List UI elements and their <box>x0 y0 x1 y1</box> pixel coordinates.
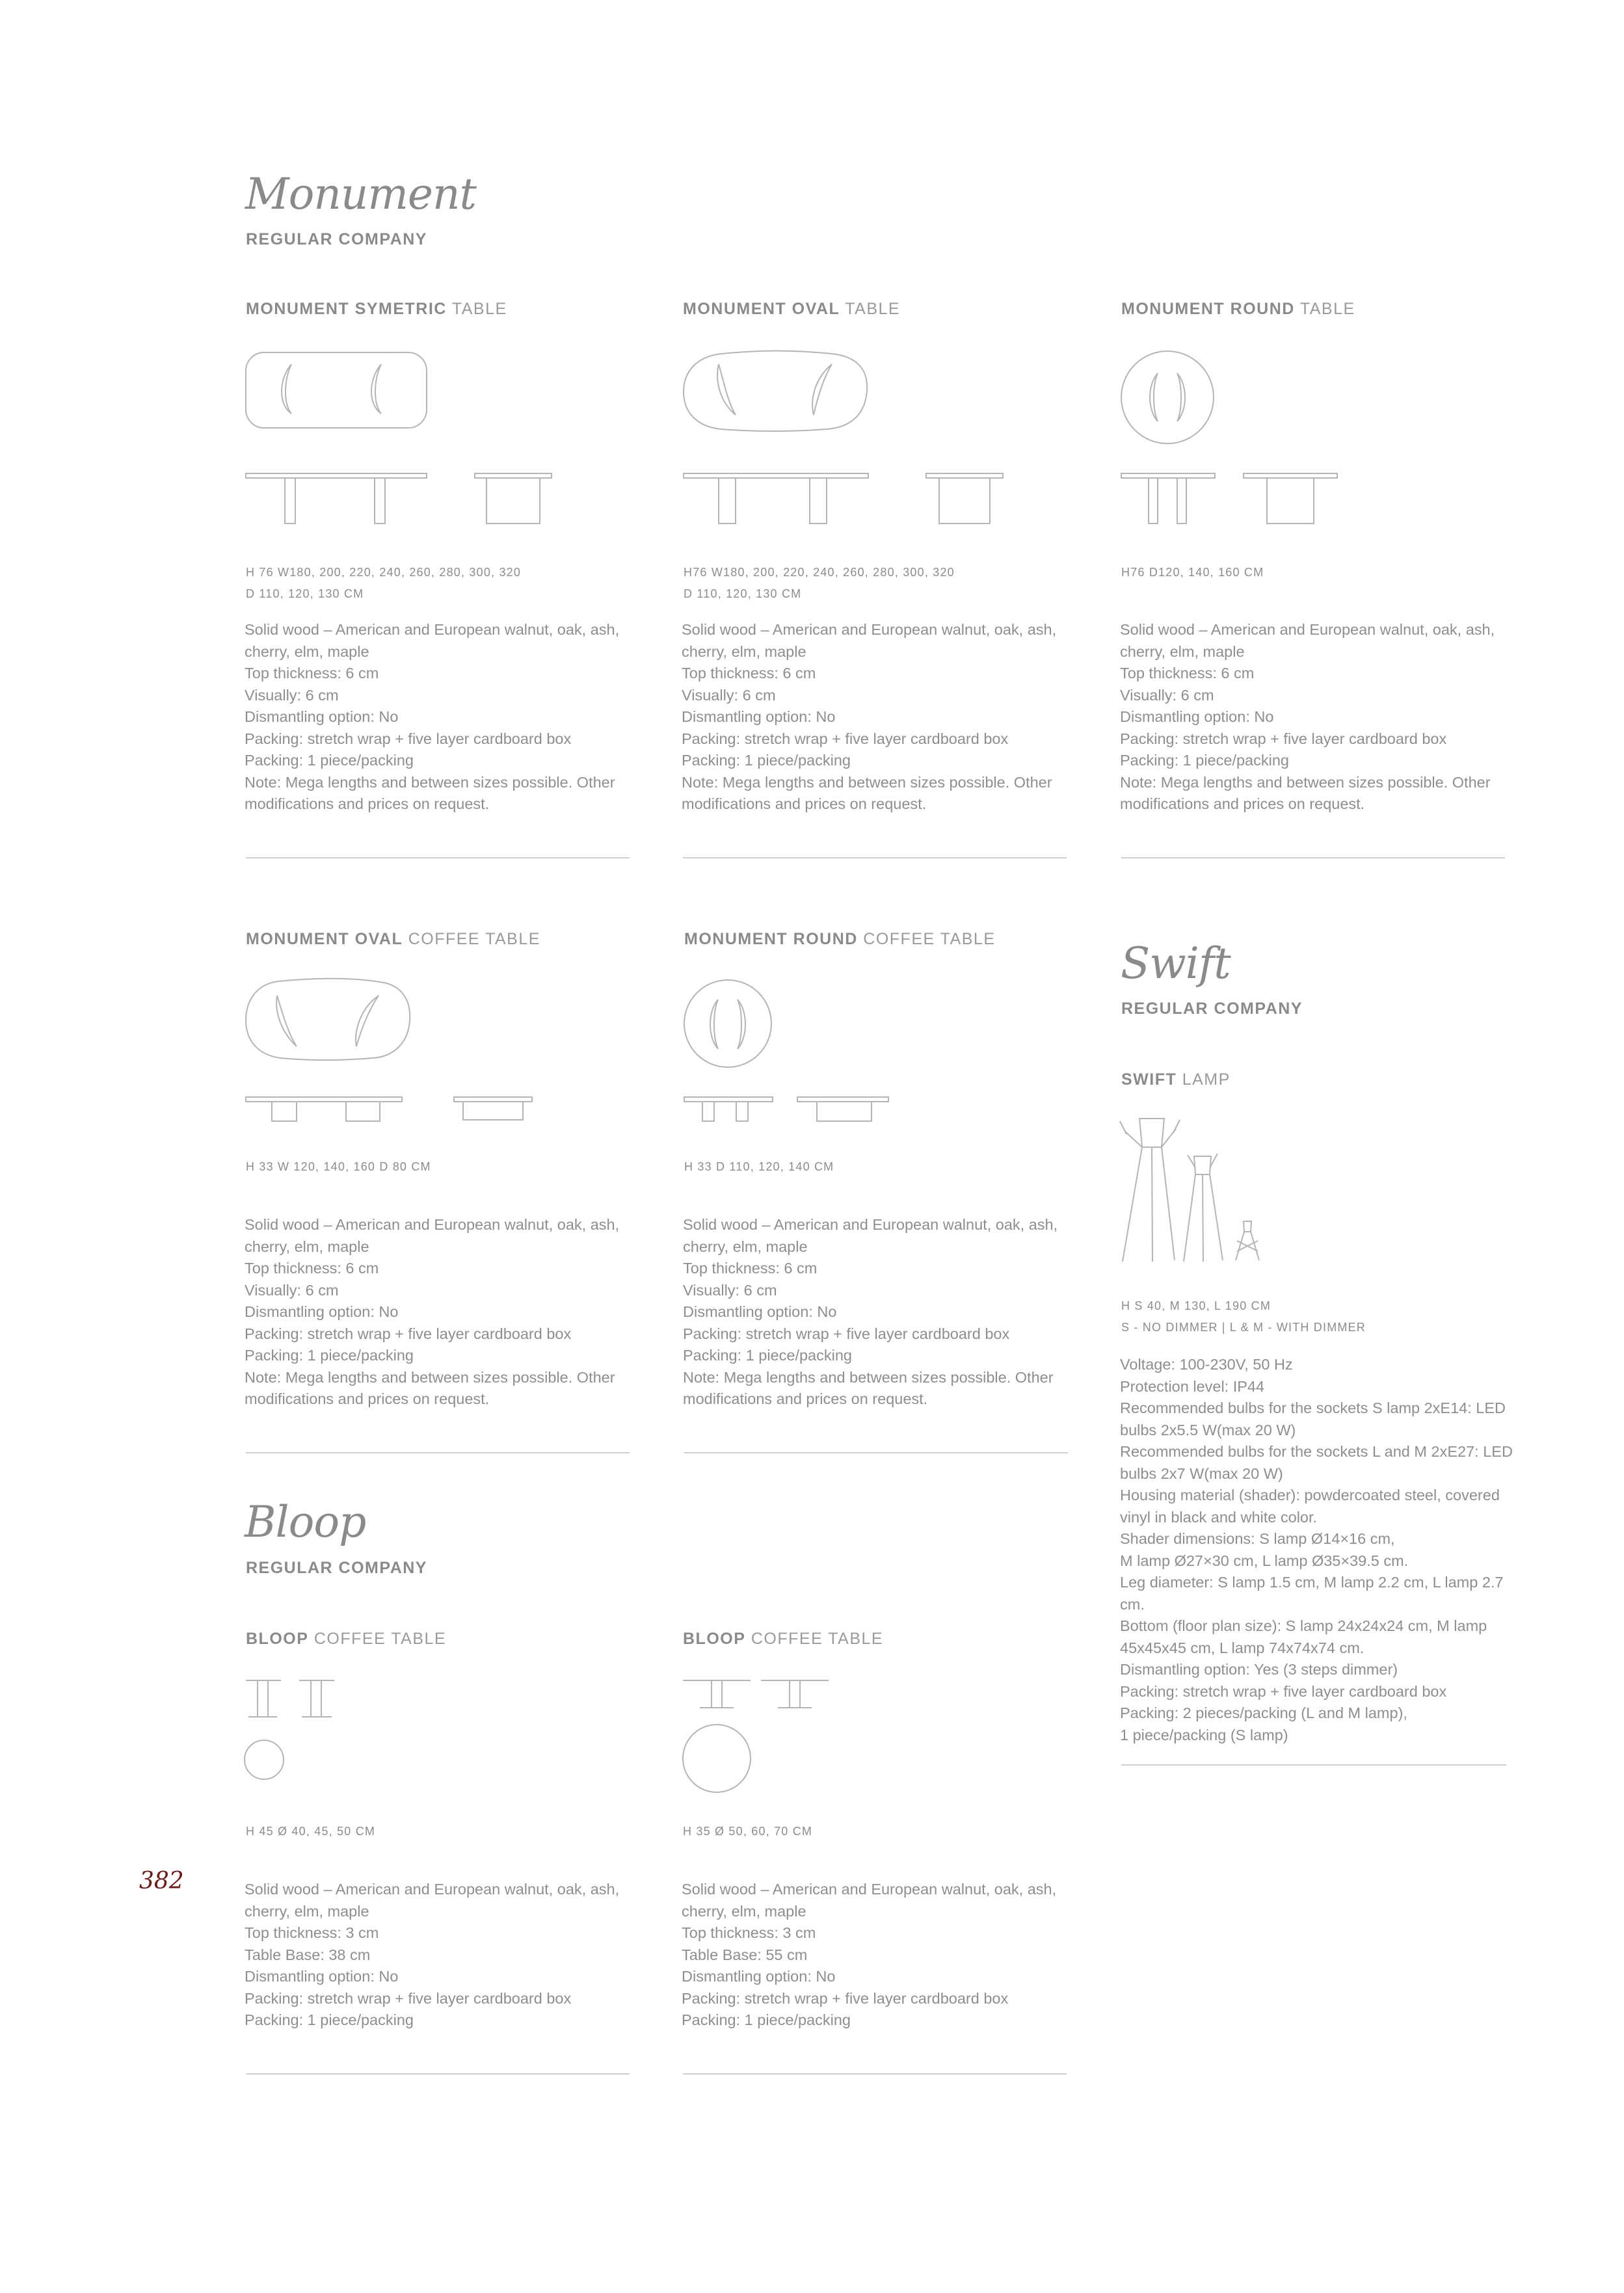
round-coffee-table-drawing <box>683 979 898 1128</box>
product-title-bloop-large: BLOOP COFFEE TABLE <box>683 1630 884 1648</box>
round-table-drawing <box>1120 350 1328 532</box>
company-bloop: REGULAR COMPANY <box>246 1559 427 1577</box>
brand-title-swift: Swift <box>1121 938 1231 988</box>
product-title-symetric: MONUMENT SYMETRIC TABLE <box>246 300 507 318</box>
product-title-swift-lamp: SWIFT LAMP <box>1121 1070 1231 1089</box>
divider <box>246 2073 630 2074</box>
company-swift: REGULAR COMPANY <box>1121 1000 1303 1018</box>
bloop-large-specs: Solid wood – American and European walnut, oak, ash, cherry, elm, maple Top thickness: 3 cm Table Base: 55 cm Dismantling option: No Packing: stretch wrap + five layer cardboard box Packing: 1 piece/packing <box>682 1881 1057 2028</box>
product-title-bloop-small: BLOOP COFFEE TABLE <box>246 1630 447 1648</box>
swift-dimensions: H S 40, M 130, L 190 CM S - NO DIMMER | L & M - WITH DIMMER <box>1121 1299 1366 1334</box>
brand-title-bloop: Bloop <box>245 1497 366 1547</box>
brand-title-monument: Monument <box>245 169 476 219</box>
bloop-small-drawing <box>245 1678 342 1788</box>
oval-table-drawing <box>682 350 871 532</box>
divider <box>1121 1764 1506 1766</box>
symetric-specs: Solid wood – American and European walnut, oak, ash, cherry, elm, maple Top thickness: 6 cm Visually: 6 cm Dismantling option: No Packing: stretch wrap + five layer cardboard box Packing: 1 piece/packing Note: Mega lengths and between sizes possible. Other modifications and prices on request. <box>245 621 620 812</box>
product-title-round: MONUMENT ROUND TABLE <box>1121 300 1355 318</box>
divider <box>683 857 1067 858</box>
page-number: 382 <box>139 1868 184 1894</box>
bloop-small-dimensions: H 45 Ø 40, 45, 50 CM <box>246 1825 376 1838</box>
round-coffee-specs: Solid wood – American and European walnut, oak, ash, cherry, elm, maple Top thickness: 6 cm Visually: 6 cm Dismantling option: No Packing: stretch wrap + five layer cardboard box Packing: 1 piece/packing Note: Mega lengths and between sizes possible. Other modifications and prices on request. <box>683 1216 1058 1407</box>
oval-table-side-drawing <box>925 473 1006 532</box>
swift-specs: Voltage: 100-230V, 50 Hz Protection level: IP44 Recommended bulbs for the sockets S lamp 2xE14: LED bulbs 2x5.5 W(max 20 W) Recommended bulbs for the sockets L and M 2xE27: LED bulbs 2x7 W(max 20 W) Housing material (shader): powdercoated steel, covered vinyl in black and white color. Shader dimensions: S lamp Ø14×16 cm, M lamp Ø27×30 cm, L lamp Ø35×39.5 cm. Leg diameter: S lamp 1.5 cm, M lamp 2.2 cm, L lamp 2.7 cm. Bottom (floor plan size): S lamp 24x24x24 cm, M lamp 45x45x45 cm, L lamp 74x74x74 cm. Dismantling option: Yes (3 steps dimmer) Packing: stretch wrap + five layer cardboard box Packing: 2 pieces/packing (L and M lamp), 1 piece/packing (S lamp) <box>1120 1356 1513 1743</box>
product-title-oval: MONUMENT OVAL TABLE <box>683 300 901 318</box>
oval-coffee-specs: Solid wood – American and European walnut, oak, ash, cherry, elm, maple Top thickness: 6 cm Visually: 6 cm Dismantling option: No Packing: stretch wrap + five layer cardboard box Packing: 1 piece/packing Note: Mega lengths and between sizes possible. Other modifications and prices on request. <box>245 1216 620 1407</box>
round-dimensions: H76 D120, 140, 160 CM <box>1121 566 1264 579</box>
oval-coffee-table-drawing <box>245 979 537 1128</box>
round-specs: Solid wood – American and European walnut, oak, ash, cherry, elm, maple Top thickness: 6 cm Visually: 6 cm Dismantling option: No Packing: stretch wrap + five layer cardboard box Packing: 1 piece/packing Note: Mega lengths and between sizes possible. Other modifications and prices on request. <box>1120 621 1495 812</box>
bloop-small-specs: Solid wood – American and European walnut, oak, ash, cherry, elm, maple Top thickness: 3 cm Table Base: 38 cm Dismantling option: No Packing: stretch wrap + five layer cardboard box Packing: 1 piece/packing <box>245 1881 620 2028</box>
round-coffee-dimensions: H 33 D 110, 120, 140 CM <box>684 1160 834 1173</box>
oval-specs: Solid wood – American and European walnut, oak, ash, cherry, elm, maple Top thickness: 6 cm Visually: 6 cm Dismantling option: No Packing: stretch wrap + five layer cardboard box Packing: 1 piece/packing Note: Mega lengths and between sizes possible. Other modifications and prices on request. <box>682 621 1057 812</box>
divider <box>246 857 630 858</box>
symetric-table-drawing <box>245 350 430 532</box>
swift-lamps-drawing <box>1120 1117 1276 1267</box>
bloop-large-dimensions: H 35 Ø 50, 60, 70 CM <box>683 1825 813 1838</box>
symetric-dimensions: H 76 W180, 200, 220, 240, 260, 280, 300, 320 D 110, 120, 130 CM <box>246 566 522 600</box>
divider <box>1121 857 1505 858</box>
product-title-round-coffee: MONUMENT ROUND COFFEE TABLE <box>684 930 996 948</box>
oval-coffee-dimensions: H 33 W 120, 140, 160 D 80 CM <box>246 1160 431 1173</box>
divider <box>683 2073 1067 2074</box>
oval-dimensions: H76 W180, 200, 220, 240, 260, 280, 300, 320 D 110, 120, 130 CM <box>684 566 955 600</box>
divider <box>684 1452 1068 1453</box>
bloop-large-drawing <box>682 1678 838 1795</box>
symetric-table-side-drawing <box>473 473 555 532</box>
company-monument: REGULAR COMPANY <box>246 230 427 248</box>
product-title-oval-coffee: MONUMENT OVAL COFFEE TABLE <box>246 930 540 948</box>
divider <box>246 1452 630 1453</box>
